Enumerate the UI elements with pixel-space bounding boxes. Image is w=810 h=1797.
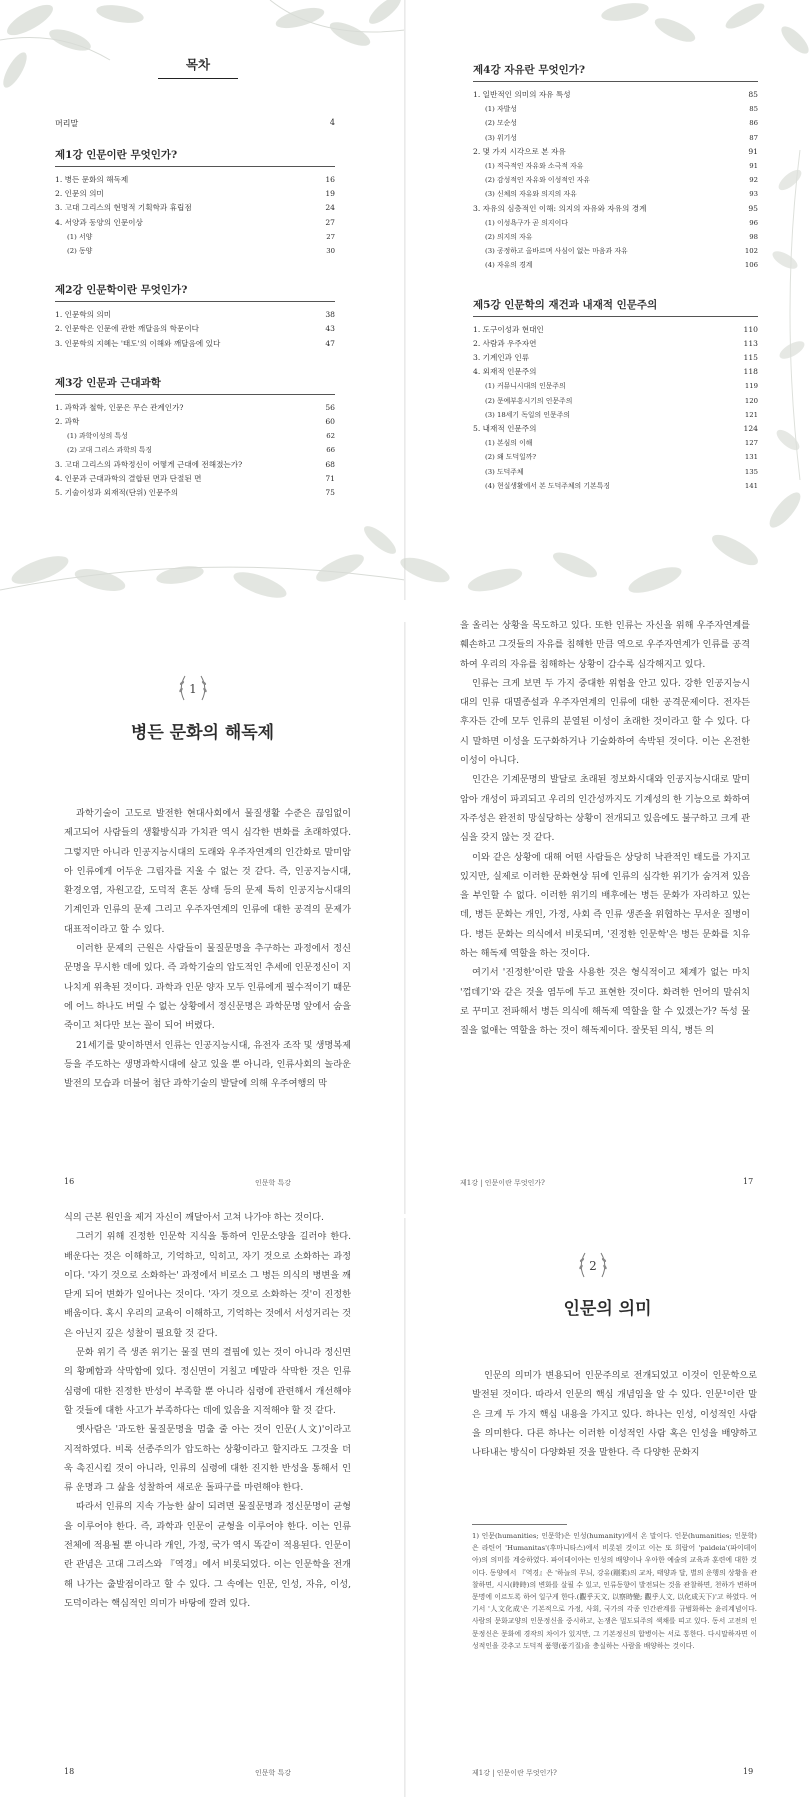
toc-entry-label: (4) 현실생활에서 본 도덕주체의 기본특징 — [485, 481, 611, 490]
toc-entry-page: 38 — [325, 310, 335, 320]
toc-entry-page: 124 — [743, 424, 758, 434]
toc-entry-page: 16 — [325, 175, 335, 184]
toc-entry[interactable] — [473, 436, 758, 450]
toc-entry-page: 98 — [749, 233, 758, 242]
toc-entry[interactable] — [55, 443, 335, 457]
toc-entry-page: 119 — [744, 382, 758, 391]
page-number: 19 — [743, 1767, 754, 1776]
toc-entry[interactable] — [473, 365, 758, 379]
toc-entry-page: 30 — [326, 247, 335, 256]
chapter-rule — [473, 316, 758, 317]
toc-entry-page: 85 — [748, 90, 758, 99]
toc-entry[interactable] — [473, 145, 758, 159]
toc-entry-label: (2) 동양 — [67, 247, 93, 256]
toc-chapter-list — [55, 147, 335, 500]
toc-entry[interactable] — [473, 408, 758, 422]
toc-entry[interactable] — [55, 201, 335, 215]
toc-entry-page: 60 — [325, 417, 335, 427]
toc-entry-page: 19 — [325, 189, 335, 199]
toc-entry[interactable] — [55, 216, 335, 230]
paragraph: 을 올리는 상황을 목도하고 있다. 또한 인류는 자신을 위해 우주자연계를 훼손하고 그것들의 자유를 침해한 만큼 역으로 우주자연계가 인류를 공격하여 우리의 자유를 침해하는 상황이 감수록 심각해지고 있다. — [460, 620, 750, 670]
toc-entry-label: (2) 모순성 — [485, 119, 517, 128]
toc-right-page — [405, 0, 810, 600]
paragraph: 과학기술이 고도로 발전한 현대사회에서 물질생활 수준은 끊임없이 제고되어 사람들의 생활방식과 가치관 역시 심각한 변화를 초래하였다. 그렇지만 아니라 인공지능시대의 도래와 우주자연계의 인간화로 말미암아 인류에게 어두운 그림자를 지울 수 없는 것 같다. 즉, 인공지능시대, 환경오염, 자원고갈, 도덕적 혼돈 상태 등의 문제 특히 인공지능시대의 기계인과 인류의 문제 그리고 우주자연계의 인류에 대한 공격의 문제가 대표적이라고 할 수 있다. — [64, 808, 351, 935]
page-18 — [0, 1212, 405, 1797]
toc-entry[interactable] — [55, 337, 335, 351]
paragraph: 옛사람은 '과도한 물질문명을 멈출 줄 아는 것이 인문(人文)'이라고 지적하였다. 비록 선종주의가 압도하는 상황이라고 할지라도 그것을 더욱 촉진시킬 것이 아니라, 인류의 심령에 대한 진지한 반성을 통해서 인류 운명과 그 삶을 성찰하여 새로운 돌파구를 마련해야 한다. — [64, 1424, 351, 1494]
toc-entry-label: 4. 인문과 근대과학의 결합된 면과 단절된 면 — [55, 473, 202, 483]
toc-entry[interactable] — [473, 422, 758, 436]
toc-entry[interactable] — [55, 230, 335, 244]
paragraph: 인류는 크게 보면 두 가지 중대한 위험을 안고 있다. 강한 인공지능시대의 인류 대멸종설과 우주자연계의 인류에 대한 공격문제이다. 전자든 후자든 간에 모두 인류의 분열된 이성이 초래한 것이라고 할 수 있다. 다시 말하면 이성을 도구화하거나 기술화하여 속박된 것이다. 이는 온전한 이성이 아니다. — [460, 677, 750, 767]
toc-chapter-title[interactable]: 제3강 인문과 근대과학 — [55, 376, 161, 389]
toc-entry-page: 96 — [749, 218, 758, 227]
running-head: 제1강 | 인문이란 무엇인가? — [460, 1179, 545, 1187]
section-number: 2 — [589, 1259, 597, 1273]
paragraph: 여기서 '진정한'이란 말을 사용한 것은 형식적이고 체계가 없는 마치 '껍데기'와 같은 것을 염두에 두고 표현한 것이다. 화려한 언어의 말쉬치로 꾸미고 전파해서 병든 의식에 해독제 역할을 할 수 있겠는가? 독성 물질을 없애는 역할을 하는 것이 해독제이다. 잘못된 의식, 병든 의 — [460, 967, 750, 1037]
toc-entry-label: (3) 위기성 — [485, 133, 517, 142]
toc-left-page — [0, 0, 405, 600]
toc-entry-page: 68 — [325, 459, 335, 469]
toc-entry[interactable] — [473, 479, 758, 493]
body-text — [64, 804, 351, 1093]
section-title: 병든 문화의 해독제 — [130, 723, 275, 743]
paragraph: 따라서 인류의 지속 가능한 삶이 되려면 물질문명과 정신문명이 균형을 이루어야 한다. 즉, 과학과 인문이 균형을 이루어야 한다. 이는 인류 전체에 적용될 뿐 아니라 개인, 가정, 국가 역시 똑같이 적용된다. 인문이란 관념은 고대 그리스와 『역경』에서 비롯되었다. 이는 인문학을 전개해 나가는 출발점이라고 할 수 있다. 그 속에는 인문, 인성, 자유, 이성, 도덕이라는 핵심적인 의미가 바탕에 깔려 있다. — [64, 1501, 351, 1609]
toc-entry-page: 71 — [325, 473, 335, 483]
toc-entry-label: (1) 자발성 — [485, 105, 517, 114]
toc-entry-label: 2. 인문학은 인문에 관한 깨달음의 학문이다 — [55, 324, 200, 334]
toc-entry-label: 2. 몇 가지 시각으로 본 자유 — [473, 146, 566, 156]
toc-chapter — [473, 297, 758, 493]
toc-entry-page: 110 — [743, 324, 758, 334]
toc-entry-label: (2) 감성적인 자유와 이성적인 자유 — [485, 176, 591, 185]
toc-entry-label: 머리말 — [55, 119, 79, 128]
toc-entry-label: 1. 일반적인 의미의 자유 특성 — [473, 90, 571, 99]
toc-entry[interactable] — [473, 351, 758, 365]
toc-entry[interactable] — [473, 187, 758, 201]
toc-entry-label: (1) 과학이성의 특성 — [67, 432, 128, 441]
toc-entry-label: 3. 인문학의 지혜는 '태도'의 이해와 깨달음에 있다 — [55, 338, 221, 348]
toc-entry-page: 91 — [749, 162, 758, 171]
toc-entry-label: 2. 과학 — [55, 417, 80, 427]
toc-entry-page: 56 — [325, 402, 335, 412]
toc-entry[interactable] — [55, 486, 335, 500]
paragraph: 인문의 의미가 변용되어 인문주의로 전개되었고 이것이 인문학으로 발전된 것이다. 따라서 인문의 핵심 개념임을 알 수 있다. 인문¹이란 말은 크게 두 가지 핵심 내용을 가지고 있다. 하나는 인성, 이성적인 사람을 의미한다. 다른 하나는 이러한 이성적인 사람 혹은 인성을 배양하고 나타내는 방식이 다양화된 것을 말한다. 즉 다양한 문화지 — [472, 1370, 757, 1459]
toc-entry-page: 66 — [326, 446, 335, 455]
toc-entry[interactable] — [473, 258, 758, 272]
page-17 — [405, 622, 810, 1214]
toc-entry[interactable] — [473, 173, 758, 187]
toc-entry-page: 62 — [326, 432, 335, 441]
toc-entry[interactable] — [473, 244, 758, 258]
toc-entry[interactable] — [55, 173, 335, 187]
toc-entry[interactable] — [473, 88, 758, 102]
toc-entry[interactable] — [55, 187, 335, 201]
toc-entry-label: (1) 본심의 이해 — [485, 439, 533, 448]
toc-entry-page: 24 — [325, 203, 335, 213]
toc-entry-page: 95 — [748, 203, 758, 213]
page-16 — [0, 622, 405, 1214]
toc-entry-label: (2) 왜 도덕일까? — [485, 453, 537, 462]
toc-preface-row[interactable] — [55, 118, 335, 129]
toc-entry-page: 102 — [744, 247, 758, 256]
toc-entry-page: 92 — [749, 176, 758, 185]
toc-entry-label: (2) 고대 그리스 과학의 특징 — [67, 446, 153, 455]
book-spread-pages-18-19 — [0, 1212, 810, 1797]
toc-entry-page: 141 — [744, 481, 758, 490]
toc-entry-page: 27 — [325, 217, 335, 227]
body-text — [64, 1208, 351, 1613]
toc-spread — [0, 0, 810, 600]
toc-entry-page: 91 — [748, 146, 758, 156]
toc-entry-label: (3) 공정하고 올바르며 사심이 없는 마음과 자유 — [485, 247, 628, 256]
toc-chapter-title[interactable]: 제1강 인문이란 무엇인가? — [55, 149, 178, 161]
footnote: 1) 인문(humanities; 인문학)은 인성(humanity)에서 온 말이다. 인문(humanities; 인문학)은 라틴어 'Humanitas'(후마니타스)에서 비롯된 것이고 이는 또 희랍어 'paideia'(파이데이아)의 의미를 계승하였다. 파이데이아는 인성의 배양이나 우아한 예술의 교육과 훈련에 대한 것이다. 동양에서 『역경』은 '하늘의 무늬, 강유(剛柔)의 교차, 태양과 달, 별의 운행의 상황을 관찰하면, 시시(時時)의 변화를 살필 수 있고, 인류동향이 발전되는 것을 관찰하면, 천하가 변하며 문명에 이르도록 하여 일구게 한다.(觀乎天文, 以察時變; 觀乎人文, 以化成天下)'고 하였다. 여기서 '人文化成'은 기본적으로 가정, 사회, 국가의 각종 인간관계를 규범화하는 윤리계념이다. 사람의 문화교양의 인문정신을 중시하고, 논쟁은 멀도되주의 색채를 띠고 있다. 동서 고전의 인문정신은 문화에 경작의 차이가 있지만, 그 기본정신의 합병이는 서로 통한다. 다시말하자면 이성적인을 갖추고 도덕적 품행(품기질)을 충실하는 사람을 배양하는 것이다. — [472, 1532, 757, 1650]
toc-entry-label: (3) 신체의 자유와 의지의 자유 — [485, 190, 577, 199]
laurel-emblem-icon — [175, 670, 211, 706]
chapter-rule — [55, 394, 335, 395]
body-text — [460, 616, 750, 1041]
toc-entry-label: (4) 자유의 경계 — [485, 261, 533, 270]
toc-chapter-title[interactable]: 제2강 인문학이란 무엇인가? — [55, 284, 188, 297]
toc-entry[interactable] — [55, 415, 335, 429]
toc-entry-label: (1) 커뮤니시대의 인문주의 — [485, 382, 566, 391]
toc-entry[interactable] — [55, 322, 335, 336]
toc-entry-label: (2) 문예부흥시기의 인문주의 — [485, 396, 573, 405]
toc-entry-page: 93 — [749, 190, 758, 199]
toc-entry-label: 4. 외재적 인문주의 — [473, 367, 537, 377]
toc-entry[interactable] — [473, 450, 758, 464]
toc-entry-label: (2) 의지의 자유 — [485, 233, 533, 242]
toc-entry-label: 1. 인문학의 의미 — [55, 310, 112, 320]
toc-entry-label: 5. 기술이성과 외재적(단위) 인문주의 — [55, 488, 179, 498]
toc-entry-page: 120 — [744, 396, 758, 405]
toc-entry[interactable] — [55, 472, 335, 486]
toc-entry-label: 1. 도구이성과 현대인 — [473, 324, 544, 334]
toc-chapter-title[interactable]: 제5강 인문학의 재건과 내재적 인문주의 — [473, 298, 658, 311]
toc-entry[interactable] — [473, 102, 758, 116]
toc-entry[interactable] — [55, 308, 335, 322]
toc-entry-page: 135 — [744, 467, 758, 476]
toc-chapter-title[interactable]: 제4강 자유란 무엇인가? — [473, 64, 586, 76]
toc-chapter-list — [473, 62, 758, 517]
toc-entry-page: 27 — [326, 232, 335, 241]
running-head: 제1강 | 인문이란 무엇인가? — [472, 1769, 557, 1777]
toc-entry[interactable] — [473, 323, 758, 337]
toc-left-column — [55, 118, 335, 524]
paragraph: 인간은 기계문명의 발달로 초래된 정보화시대와 인공지능시대로 말미암아 개성이 파괴되고 우리의 인간성까지도 기계성의 한 기능으로 화하여 자주성은 완전히 망실당하는 상황이 전개되고 있음에도 불구하고 크게 관심을 갖지 않는 것 같다. — [460, 774, 750, 844]
paragraph: 21세기를 맞이하면서 인류는 인공지능시대, 유전자 조작 및 생명복제 등을 주도하는 생명과학시대에 살고 있을 뿐 아니라, 인류사회의 놀라운 발전의 모습과 더불어 첨단 과학기술의 발달에 의해 우주여행의 막 — [64, 1039, 351, 1090]
chapter-rule — [55, 166, 335, 167]
toc-entry-label: 2. 인문의 의미 — [55, 189, 104, 199]
toc-entry-page: 4 — [329, 118, 335, 127]
toc-entry[interactable] — [473, 216, 758, 230]
toc-entry-page: 106 — [744, 261, 758, 270]
floral-decoration-icon — [760, 150, 810, 480]
toc-entry-label: 3. 기계인과 인류 — [473, 353, 530, 363]
toc-entry[interactable] — [55, 429, 335, 443]
toc-entry[interactable] — [473, 131, 758, 145]
toc-chapter — [55, 147, 335, 258]
toc-entry-page: 121 — [744, 410, 758, 419]
toc-entry-label: (1) 이성욕구가 곧 의지이다 — [485, 218, 568, 227]
body-text — [472, 1366, 757, 1462]
paragraph: 이러한 문제의 근원은 사람들이 물질문명을 추구하는 과정에서 정신문명을 무시한 데에 있다. 즉 과학기술의 압도적인 추세에 인문정신이 지나치게 위축된 것이다. 과학과 인문 양자 모두 인류에게 필수적이기 때문에 어느 하나도 버릴 수 없는 상황에서 정신문명은 과학문명 앞에서 숨을 죽이고 처다만 보는 꼴이 되어 버렸다. — [64, 943, 351, 1032]
toc-entry[interactable] — [473, 230, 758, 244]
toc-entry[interactable] — [55, 458, 335, 472]
book-spread-pages-16-17 — [0, 622, 810, 1214]
footnote-divider — [472, 1524, 567, 1525]
page-19 — [405, 1218, 810, 1797]
floral-decoration-icon — [405, 0, 810, 70]
toc-entry-label: (1) 적극적인 자유와 소극적 자유 — [485, 162, 584, 171]
page-number: 16 — [64, 1177, 75, 1186]
toc-entry-label: 4. 서양과 동양의 인문이상 — [55, 217, 143, 227]
toc-entry-page: 87 — [749, 133, 758, 142]
toc-entry-label: (1) 서양 — [67, 232, 93, 241]
toc-entry-label: 2. 사람과 우주자연 — [473, 338, 537, 348]
page-number: 17 — [743, 1177, 754, 1186]
toc-chapter — [55, 375, 335, 500]
laurel-emblem-icon — [575, 1247, 611, 1283]
running-head: 인문학 특강 — [255, 1769, 292, 1777]
toc-entry[interactable] — [55, 244, 335, 258]
paragraph: 이와 같은 상황에 대해 어떤 사람들은 상당히 낙관적인 태도를 가지고 있지만, 실제로 이러한 문화현상 뒤에 인류의 심각한 위기가 숨겨져 있음을 부인할 수 없다. 이러한 위기의 배후에는 병든 문화가 자리하고 있는데, 병든 문화는 개인, 가정, 사회 즉 인류 생존을 위협하는 무서운 질병이다. 병든 문화는 의식에서 비롯되며, '진정한 인문학'은 병든 문화를 치유하는 해독제 역할을 하는 것이다. — [460, 851, 750, 960]
toc-entry[interactable] — [473, 465, 758, 479]
chapter-rule — [55, 301, 335, 302]
page-number: 18 — [64, 1767, 75, 1776]
toc-entry-page: 131 — [744, 453, 758, 462]
toc-chapter — [55, 282, 335, 351]
paragraph: 문화 위기 즉 생존 위기는 물질 면의 결핍에 있는 것이 아니라 정신면의 황폐함과 삭막함에 있다. 정신면이 거칠고 메말라 삭막한 것은 인류 심령에 대한 진정한 반성이 부족할 뿐 아니라 심령에 관련해서 개선해야 할 것들에 대한 사고가 부족하다는 데에 있음을 지적해야 할 것 같다. — [64, 1347, 351, 1416]
toc-entry-page: 47 — [325, 338, 335, 348]
chapter-rule — [473, 81, 758, 82]
toc-entry-label: (3) 도덕주체 — [485, 467, 524, 476]
toc-entry-page: 85 — [749, 105, 758, 114]
toc-entry[interactable] — [473, 159, 758, 173]
toc-entry-page: 75 — [325, 488, 335, 498]
toc-entry[interactable] — [473, 202, 758, 216]
toc-entry[interactable] — [55, 401, 335, 415]
toc-entry[interactable] — [473, 394, 758, 408]
toc-entry[interactable] — [473, 116, 758, 130]
toc-entry-page: 115 — [743, 353, 758, 363]
toc-entry-page: 43 — [325, 324, 335, 334]
toc-entry-label: 1. 과학과 철학, 인문은 무슨 관계인가? — [55, 402, 184, 412]
toc-entry[interactable] — [473, 379, 758, 393]
toc-entry-label: 3. 고대 그리스의 과학정신이 어떻게 근대에 전해졌는가? — [55, 459, 243, 469]
toc-entry-page: 127 — [744, 439, 758, 448]
toc-entry-page: 86 — [749, 119, 758, 128]
running-head: 인문학 특강 — [255, 1179, 292, 1187]
toc-entry[interactable] — [473, 337, 758, 351]
toc-entry-page: 113 — [743, 338, 758, 348]
toc-heading: 목차 — [158, 55, 238, 79]
toc-entry-label: 1. 병든 문화의 해독제 — [55, 175, 129, 184]
paragraph: 식의 근본 원인을 제거 자신이 깨달아서 고쳐 나가야 하는 것이다. — [64, 1212, 324, 1223]
toc-entry-label: 3. 고대 그리스의 현명적 기획학과 휴립점 — [55, 203, 192, 213]
toc-entry-label: (3) 18세기 독일의 인문주의 — [485, 410, 571, 419]
toc-entry-label: 3. 자유의 심층적인 이해: 의지의 자유와 자유의 경계 — [473, 203, 647, 213]
section-number: 1 — [189, 682, 197, 696]
toc-chapter — [473, 62, 758, 273]
paragraph: 그러기 위해 진정한 인문학 지식을 통하여 인문소양을 길러야 한다. 배운다는 것은 이해하고, 기억하고, 익히고, 자기 것으로 소화하는 과정이다. '자기 것으로 소화하는' 과정에서 비로소 그 병든 의식의 병변을 깨닫게 되어 변화가 일어나는 것이다. '자기 것으로 소화하는 것'이 진정한 배움이다. 혹시 우리의 교육이 이해하고, 기억하는 것에서 서성거리는 것은 아닌지 깊은 성찰이 필요할 것 같다. — [64, 1231, 351, 1339]
toc-entry-label: 5. 내재적 인문주의 — [473, 424, 537, 434]
toc-entry-page: 118 — [743, 367, 758, 377]
section-title: 인문의 의미 — [563, 1299, 652, 1319]
